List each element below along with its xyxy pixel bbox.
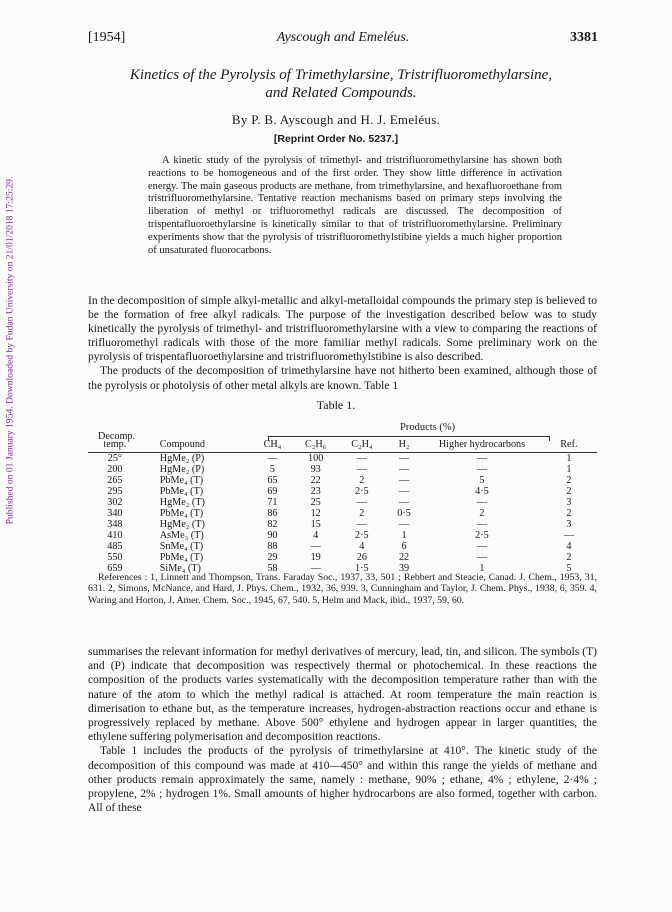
intro-paragraph: In the decomposition of simple alkyl-metallic and alkyl-metalloidal compounds the primary step is believed to be the formation of free alkyl radicals. The purpose of the investigation described below was to study kinetically the pyrolysis of trimethyl- and tristrifluoromethylarsine with a view to comparing the reactions of trifluoromethyl radicals with those of the more familiar methyl radicals. Some preliminary work on the pyrolysis of trispentafluoroethylarsine and tristrifluoromethylstibine is also described. (88, 295, 597, 364)
table-row (88, 464, 597, 475)
table-cell: — (398, 486, 410, 497)
table-cell: PbMe₄ (T) (159, 475, 204, 486)
journal-year: [1954] (88, 30, 126, 45)
table-cell: PbMe₄ (T) (159, 486, 204, 497)
table-cell: 4 (359, 541, 365, 552)
column-header: temp. (103, 439, 127, 450)
table-cell: 12 (310, 508, 321, 519)
table-cell: — (476, 464, 488, 475)
second-paragraph: The products of the decomposition of trimethylarsine have not hitherto been examined, although those of the pyrolysis or photolysis of other metal alkyls are known. Table 1 (88, 365, 597, 392)
table-cell: — (356, 453, 367, 464)
table-cell: 26 (356, 552, 367, 563)
table-cell: HgMe₂ (T) (159, 497, 205, 508)
table-cell: 2 (479, 508, 485, 519)
title-line-1: Kinetics of the Pyrolysis of Trimethylarsine, Tristrifluoromethylarsine, (129, 67, 553, 83)
table-cell: 5 (269, 464, 275, 475)
table-cell: 1 (479, 563, 485, 574)
table-cell: 71 (267, 497, 278, 508)
title-line-2: and Related Compounds. (265, 85, 417, 101)
table-cell: 2 (566, 486, 572, 497)
table-cell: HgMe₂ (T) (159, 519, 205, 530)
running-header (88, 30, 598, 48)
fourth-paragraph: Table 1 includes the products of the pyrolysis of trimethylarsine at 410°. The kinetic study of the decomposition of this compound was made at 410—450° and within this range the yields of methane and other products remain approximately the same, namely : methane, 90% ; ethane, 4% ; ethylene, 2·4% ; propylene, 2% ; hydrogen 1%. Small amounts of higher hydrocarbons are also formed, together with carbon. All of these (88, 745, 597, 815)
table-cell: 3 (566, 519, 572, 530)
table-cell: — (476, 453, 488, 464)
table-row (88, 541, 597, 552)
table-cell: 2 (566, 552, 572, 563)
table-cell: — (476, 497, 488, 508)
decomp-label: Decomp. (98, 431, 136, 442)
table-row (88, 519, 597, 530)
table-cell: 550 (107, 552, 123, 563)
table-cell: 485 (107, 541, 123, 552)
table-cell: 5 (479, 475, 485, 486)
table-row (88, 530, 597, 541)
products-label: Products (%) (400, 422, 456, 433)
table-cell: 2·5 (475, 530, 489, 541)
author-line: By P. B. Ayscough and H. J. Emeléus. (231, 112, 441, 127)
table-cell: 22 (310, 475, 321, 486)
table-row (88, 486, 597, 497)
table-cell: 58 (267, 563, 278, 574)
table-cell: 82 (267, 519, 278, 530)
table-cell: 88 (267, 541, 278, 552)
table-cell: — (310, 563, 321, 574)
table-cell: 295 (107, 486, 123, 497)
table-cell: — (310, 541, 321, 552)
table-cell: — (398, 497, 410, 508)
table-cell: 2 (566, 508, 572, 519)
table-cell: 2·5 (355, 486, 369, 497)
table-cell: SnMe₄ (T) (159, 541, 204, 552)
table-cell: — (476, 541, 488, 552)
table-cell: 90 (267, 530, 278, 541)
table-cell: 22 (398, 552, 410, 563)
table-cell: 1 (401, 530, 407, 541)
table-cell: HgMe₂ (P) (159, 453, 205, 464)
table-cell: 39 (398, 563, 410, 574)
third-paragraph: summarises the relevant information for methyl derivatives of mercury, lead, tin, and silicon. The symbols (T) and (P) indicate that decomposition was respectively thermal or photochemical. In these reactions the composition of the products varies systematically with the decomposition temperature rather than with the nature of the atom to which the methyl radical is attached. At room temperature the main reaction is dimerisation to ethane but, as the temperature increases, hydrogen-abstraction reactions occur and ethane is progressively replaced by methane. Above 500° ethylene and hydrogen appear in larger quantities, the ethylene suffering polymerisation and decomposition reactions. (88, 646, 597, 744)
table-cell: 659 (107, 563, 123, 574)
table-cell: 93 (310, 464, 321, 475)
table-cell: — (356, 519, 367, 530)
table-cell: 1 (566, 464, 572, 475)
table-cell: 348 (107, 519, 123, 530)
article-title (70, 66, 612, 102)
table-cell: — (476, 519, 488, 530)
table-cell: 340 (107, 508, 123, 519)
data-table (88, 418, 597, 577)
table-cell: 29 (267, 552, 278, 563)
table-cell: — (398, 475, 410, 486)
page-number: 3381 (570, 30, 598, 45)
table-cell: — (356, 464, 367, 475)
table-cell: 2 (359, 475, 365, 486)
table-cell: HgMe₂ (P) (159, 464, 205, 475)
table-row (88, 508, 597, 519)
table-cell: — (267, 453, 278, 464)
table-cell: — (356, 497, 367, 508)
column-header: H₂ (398, 439, 410, 450)
table-cell: — (476, 552, 488, 563)
table-row (88, 453, 597, 465)
table-cell: 69 (267, 486, 278, 497)
table-cell: 2 (359, 508, 365, 519)
table-cell: 19 (310, 552, 321, 563)
table-cell: 2 (566, 475, 572, 486)
table-cell: 5 (566, 563, 572, 574)
table-row (88, 475, 597, 486)
table-cell: — (563, 530, 574, 541)
table-cell: 15 (310, 519, 321, 530)
table-cell: 6 (401, 541, 407, 552)
table-body (88, 453, 597, 575)
table-cell: 100 (308, 453, 324, 464)
table-row (88, 497, 597, 508)
table-title: Table 1. (316, 398, 356, 412)
table-cell: 25° (107, 453, 122, 464)
table-cell: 23 (310, 486, 321, 497)
reprint-order: [Reprint Order No. 5237.] (273, 133, 399, 145)
table-cell: 2·5 (355, 530, 369, 541)
table-row (88, 552, 597, 563)
table-cell: AsMe₃ (T) (159, 530, 204, 541)
column-header: Higher hydrocarbons (438, 439, 526, 450)
table-cell: SiMe₄ (T) (159, 563, 201, 574)
abstract: A kinetic study of the pyrolysis of trimethyl- and tristrifluoromethylarsine has shown both reactions to be homogeneous and of the first order. They show little difference in activation energy. The main gaseous products are methane, from trimethylarsine, and hexafluoroethane from tristrifluoromethylarsine. Tentative reaction mechanisms based on primary steps involving the liberation of methyl or trifluoromethyl radicals are discussed. The decomposition of trispentafluoroethylarsine is kinetically similar to that of tristrifluoromethylarsine. Preliminary experiments show that the pyrolysis of tristrifluoromethylstibine yields a much higher proportion of unsaturated fluorocarbons. (148, 155, 562, 256)
table-cell: 0·5 (397, 508, 411, 519)
table-cell: 4 (313, 530, 319, 541)
intro-text (88, 294, 597, 393)
continued-text (88, 645, 597, 815)
table-cell: 4·5 (475, 486, 489, 497)
table-cell: — (398, 464, 410, 475)
table-header-row (88, 439, 597, 453)
running-title: Ayscough and Emeléus. (276, 30, 410, 45)
table-cell: — (398, 519, 410, 530)
table-cell: 200 (107, 464, 123, 475)
table-cell: 1·5 (355, 563, 369, 574)
table-cell: 302 (107, 497, 123, 508)
products-table (88, 439, 597, 574)
download-watermark-text: Published on 01 January 1954. Downloaded by Fudan University on 21/01/2018 17:25:29. (4, 176, 16, 524)
table-cell: 86 (267, 508, 278, 519)
table-cell: PbMe₄ (T) (159, 552, 204, 563)
column-header: Ref. (560, 439, 578, 450)
column-header: Compound (159, 439, 206, 450)
table-cell: 410 (107, 530, 123, 541)
table-cell: PbMe₄ (T) (159, 508, 204, 519)
table-cell: 25 (310, 497, 321, 508)
column-header: CH₄ (263, 439, 282, 450)
table-cell: 265 (107, 475, 123, 486)
table-cell: — (398, 453, 410, 464)
table-cell: 65 (267, 475, 278, 486)
column-header: C₂H₆ (305, 439, 327, 450)
column-header: C₂H₄ (351, 439, 373, 450)
table-cell: 4 (566, 541, 572, 552)
table-references: References : 1, Linnett and Thompson, Trans. Faraday Soc., 1937, 33, 501 ; Rebbert and Steacie, Canad. J. Chem., 1953, 31, 631. 2, Simons, McNance, and Hard, J. Phys. Chem., 1932, 36, 939. 3, Cunningham and Taylor, J. Chem. Phys., 1938, 6, 359. 4, Waring and Horton, J. Amer. Chem. Soc., 1945, 67, 540. 5, Helm and Mack, ibid., 1937, 59, 60. (88, 572, 597, 606)
table-cell: 1 (566, 453, 572, 464)
table-cell: 3 (566, 497, 572, 508)
